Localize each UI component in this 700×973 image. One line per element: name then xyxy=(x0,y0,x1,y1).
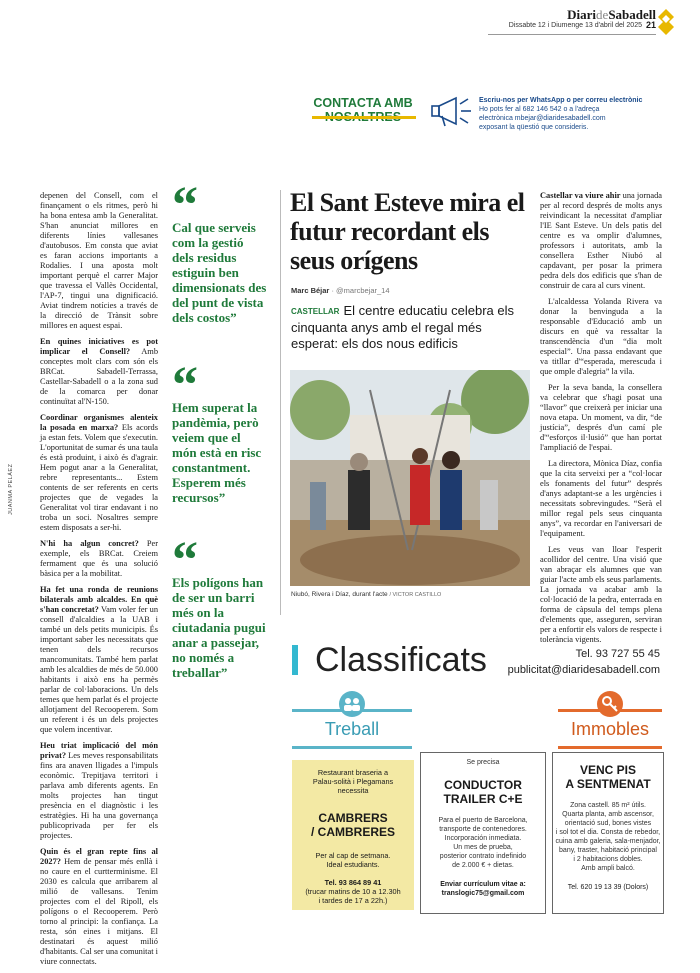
answer-text: Per exemple, els BRCat. Creiem fermament que és una solució bàsica per a la mobilitat. xyxy=(40,539,158,578)
paragraph-text: L'alcaldessa Yolanda Rivera va donar la benvinguda a la responsable d'Educació amb un discurs en què va ressaltar la transcendència d'un “dia molt especial”. Una passa endavant que va titllar d'“esperada, merescuda i que omple d'alegria” la vila. xyxy=(540,297,662,376)
answer-text: depenen del Consell, com el finançament o els ritmes, però hi ha bona entesa amb la Generalitat. S'han anunciat millores en diferents línies vallesanes d'autobusos. Em consta que aviat es faran accions importants a Rodalies. I una aposta molt important perquè el carrer Major que travessa el Vallès Occidental, l'AP-7, tingui una dignificació. Aviat tindrem notícies a través de la direcció de Trànsit sobre millores en aquest espai. xyxy=(40,191,158,330)
answer-text: Hem de pensar més enllà i no caure en el curtterminisme. El 2030 es calcula que arribarem al milió de vallesans. Tenim projectes com el del Ripoll, els polígons o el Recooperem. Però torno al principi: la confiança. La resta, són eines i mitjans. El destinatari és aquest milió d'habitants. Cal ser una comunitat i viure connectats. xyxy=(40,857,158,966)
interview-paragraph xyxy=(40,539,158,579)
ad-text: orientació sud, bones vistes xyxy=(564,820,652,827)
ad-text: necessita xyxy=(337,786,369,795)
pull-quote-text: Hem superat la pandèmia, però veiem que el món està en risc constantment. Esperem més recursos” xyxy=(172,400,262,505)
paragraph-text: La directora, Mònica Díaz, confia que la cita serveixi per a “col·locar els fonaments del futur” després d'anys adaptant-se a les urgències i necessitats sobrevingudes. “Serà el millor regal pels seus cinquanta anys”, va recordar en l'aniversari de l'equipament. xyxy=(540,459,662,538)
paragraph-text: Les veus van lloar l'esperit acollidor del centre. Una visió que van abraçar els alumnes que van guiar l'acte amb els seus parlaments. La jornada va acabar amb la col·locació de la pedra, enterrada en forma de càpsula del temps plena d'elements que, asseguren, serviran per a enfortir els valors de respecte i tolerància vigents. xyxy=(540,545,662,644)
question-text: Quin és el gran repte fins al 2027? xyxy=(40,847,158,866)
ad-text: cuina amb galeria, sala-menjador, xyxy=(555,838,661,845)
ad-text: Ideal estudiants. xyxy=(326,860,380,869)
contact-text xyxy=(479,96,665,132)
contact-title xyxy=(296,96,430,124)
ad-title: VENC PIS xyxy=(579,763,636,777)
author-handle[interactable]: @marcbejar_14 xyxy=(336,286,390,295)
question-text: En quines iniciatives es pot implicar el Consell? xyxy=(40,337,158,356)
ad-text: i 2 habitacions dobles. xyxy=(573,856,643,863)
ad-title: CONDUCTOR xyxy=(444,778,522,792)
article-paragraph xyxy=(540,383,662,453)
category-treball xyxy=(292,691,412,757)
answer-text: Amb conceptes molt clars com són els BRCat. Sabadell-Terrassa, Castellar-Sabadell o a la zona sud de la comarca per donar continuïtat al'N-150. xyxy=(40,347,159,406)
people-icon xyxy=(339,691,365,717)
ad-title: TRAILER C+E xyxy=(443,792,523,806)
ad-text: transporte de contenedores. xyxy=(439,826,527,833)
interview-paragraph xyxy=(40,413,158,533)
category-label: Treball xyxy=(324,719,380,739)
masthead xyxy=(567,7,656,23)
ad-title: A SENTMENAT xyxy=(565,777,651,791)
brand-city: Sabadell xyxy=(608,7,656,22)
interview-paragraph xyxy=(40,847,158,967)
answer-text: Les meves responsabilitats fins ara anaven lligades a l'impuls econòmic. Trepitjava territori i parlava amb diferents agents. En molts projectes han tingut presència en el diagnòstic i les estratègies. Hi ha una governança publicoprivada per fer els projectes. xyxy=(40,751,158,840)
pull-quote xyxy=(172,357,268,505)
article-paragraph xyxy=(540,297,662,377)
article-body-column xyxy=(540,191,662,651)
ad-text: Para el puerto de Barcelona, xyxy=(438,817,528,824)
answer-text: Els acords ja estan fets. Volem que s'executin. L'oportunitat de sumar és una taula és està produint, i això és d'agrair. Hem pogut anar a la Generalitat, rebre representants... Estem contents de ser referents en certs projectes que de vegades la Generalitat vol tirar endavant i no troba un soci. Nosaltres sempre estem disposats a ser-hi. xyxy=(40,423,158,532)
classifieds-phone[interactable]: Tel. 93 727 55 45 xyxy=(575,648,660,660)
pull-quote-text: Cal que serveis com la gestió dels residus estiguin ben dimensionats des del punt de vista dels costos” xyxy=(172,220,267,325)
contact-title-line1: CONTACTA AMB xyxy=(313,96,413,110)
brand-main: Diari xyxy=(567,7,597,22)
quote-mark-icon: “ xyxy=(172,532,198,589)
ad-email[interactable]: translogic75@gmail.com xyxy=(441,890,525,897)
ad-text: Se precisa xyxy=(466,759,500,766)
interview-paragraph xyxy=(40,585,158,735)
author-name: Marc Béjar xyxy=(291,286,330,295)
question-text: Coordinar organismes alenteix la posada en marxa? xyxy=(40,413,158,432)
ad-text: i sol tot el dia. Consta de rebedor, xyxy=(555,829,661,836)
ad-text: Incorporación inmediata. xyxy=(444,835,522,842)
question-text: Heu triat implicació del món privat? xyxy=(40,741,158,760)
photo-caption xyxy=(291,591,441,598)
paragraph-text: Per la seva banda, la consellera va celebrar que s'hagi posat una “llavor” que creixerà per iniciar una nova etapa. Un moment, va dir, “de justícia”, després d'un camí ple d'“esforços il·lusió” que han portat l'ampliació de l'espai. xyxy=(540,383,662,452)
quote-mark-icon: “ xyxy=(172,357,198,414)
article-lead: Castellar va viure ahir xyxy=(540,191,621,200)
diamond-logo-icon xyxy=(658,9,674,35)
ad-text: bany, traster, habitació principal xyxy=(559,847,657,854)
classifieds-accent-bar xyxy=(292,645,298,675)
classifieds-email[interactable]: publicitat@diaridesabadell.com xyxy=(507,664,660,676)
question-text: Ha fet una ronda de reunions bilaterals amb alcaldes. En què s'han concretat? xyxy=(40,585,158,614)
paragraph-text: una jornada per al record després de molts anys reivindicant la necessitat d'ampliar l'IE Sant Esteve. Un dels patis del centre es va omplir d'alumnes, professors i autoritats, amb la consellera Esther Niubó al capdavant, per posar la primera pedra dels dos edificis que s'han de construir de cara al curs vinent. xyxy=(540,191,662,290)
article-paragraph xyxy=(540,545,662,645)
ad-pis-sentmenat[interactable] xyxy=(552,752,664,914)
ad-phone[interactable]: Tel. 93 864 89 41 xyxy=(324,878,382,887)
brand-de: de xyxy=(596,7,609,22)
ad-phone[interactable]: Tel. 620 19 13 39 (Dolors) xyxy=(567,884,649,891)
ad-text: de 2.000 € + dietas. xyxy=(452,862,514,869)
pull-quote xyxy=(172,177,268,325)
ad-text: Quarta planta, amb ascensor, xyxy=(562,811,654,818)
ad-text: Per al cap de setmana. xyxy=(315,851,391,860)
issue-date: Dissabte 12 i Diumenge 13 d'abril del 2025 xyxy=(508,22,642,29)
ad-text: i tardes de 17 a 22h.) xyxy=(318,896,388,905)
article-paragraph xyxy=(540,459,662,539)
contact-underline xyxy=(312,116,416,119)
page-number: 21 xyxy=(645,20,656,30)
ad-conductor[interactable] xyxy=(420,752,546,914)
ad-text: posterior contrato indefinido xyxy=(439,853,527,860)
quote-mark-icon: “ xyxy=(172,177,198,234)
caption-credit: / VICTOR CASTILLO xyxy=(389,592,442,598)
photo-credit-vertical: JUANMA PELÁEZ xyxy=(8,463,14,515)
contact-text-line2: Ho pots fer al 682 146 542 o a l'adreça xyxy=(479,106,600,113)
ad-text: Amb ampli balcó. xyxy=(581,865,635,872)
contact-text-bold: Escriu-nos per WhatsApp o per correu electrònic xyxy=(479,97,643,104)
megaphone-icon xyxy=(430,94,474,130)
interview-column xyxy=(40,191,158,973)
caption-text: Niubó, Rivera i Díaz, durant l'acte xyxy=(291,591,388,598)
key-icon xyxy=(597,691,623,717)
ad-title: / CAMBRERES xyxy=(310,825,395,839)
header-rule xyxy=(488,34,656,35)
ad-text: Un mes de prueba, xyxy=(453,844,513,851)
ad-title: CAMBRERS xyxy=(318,811,388,825)
article-headline: El Sant Esteve mira el futur recordant els seus orígens xyxy=(290,188,525,275)
ad-text: Restaurant braseria a xyxy=(317,768,389,777)
category-bottom-rule xyxy=(292,746,412,749)
ad-text: Zona castell. 85 m² útils. xyxy=(570,802,646,809)
answer-text: Vam voler fer un consell d'alcaldies a la UAB i també un dels petits municipis. És important saber les necessitats que tenen dels recursos mancomunitats. També hem parlat amb les alcaldies de més de 50.000 habitants i això ens ha permès parlar de col·laboracions. Un dels temes que hem parlat és el projecte allotjament del Recooperem. Som un referent i és un dels projectes que volem incentivar. xyxy=(40,605,159,734)
contact-text-line4: exposant la qüestió que consideris. xyxy=(479,124,589,131)
article-photo xyxy=(290,370,530,586)
category-immobles xyxy=(558,691,662,757)
subhead-text: El centre educatiu celebra els cinquanta anys amb el regal més esperat: els dos nous edificis xyxy=(291,303,514,351)
question-text: N'hi ha algun concret? xyxy=(40,539,139,548)
section-label: CASTELLAR xyxy=(291,307,340,316)
ad-text: Enviar currículum vitae a: xyxy=(440,881,526,888)
interview-paragraph xyxy=(40,741,158,841)
byline: Marc Béjar · @marcbejar_14 xyxy=(291,286,390,295)
column-divider xyxy=(280,190,281,615)
pull-quote-text: Els polígons han de ser un barri més on la ciutadania pugui anar a passejar, no només a treballar” xyxy=(172,575,266,680)
contact-text-line3: electrònica mbejar@diaridesabadell.com xyxy=(479,115,606,122)
article-subhead xyxy=(291,303,531,352)
classifieds-title: Classificats xyxy=(315,641,487,679)
article-paragraph xyxy=(540,191,662,291)
ad-text: (trucar matins de 10 a 12.30h xyxy=(305,887,401,896)
category-bottom-rule xyxy=(558,746,662,749)
category-label: Immobles xyxy=(570,719,650,739)
interview-paragraph xyxy=(40,337,158,407)
ad-cambrers[interactable] xyxy=(292,760,414,910)
pull-quote xyxy=(172,532,268,680)
interview-paragraph xyxy=(40,191,158,331)
ad-text: Palau-solità i Plegamans xyxy=(312,777,394,786)
